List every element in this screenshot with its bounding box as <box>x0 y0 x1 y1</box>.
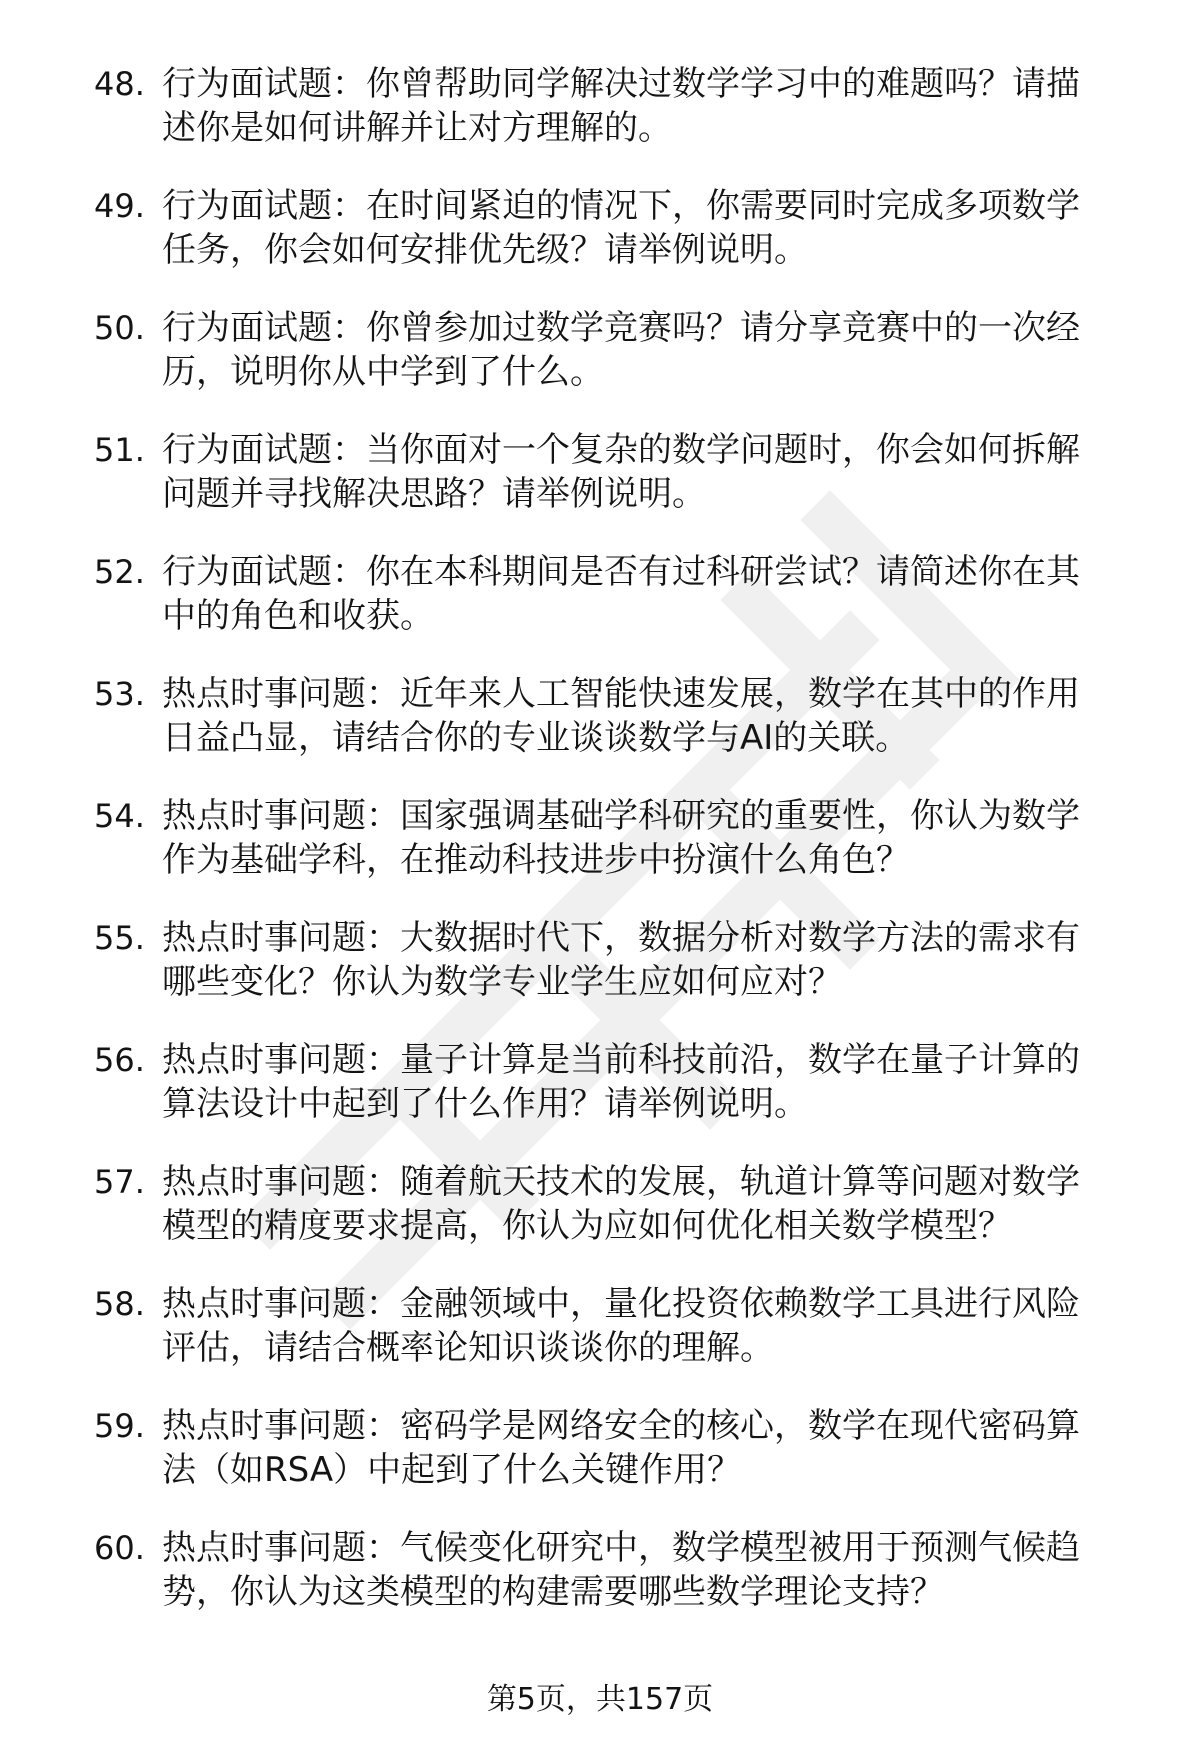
question-text: 热点时事问题：金融领域中，量化投资依赖数学工具进行风险评估，请结合概率论知识谈谈你的理解。 <box>162 1284 1080 1368</box>
question-number: 50. <box>94 309 145 347</box>
list-item <box>0 418 1200 540</box>
page-footer: 第5页，共157页 <box>486 1682 714 1717</box>
question-text: 热点时事问题：量子计算是当前科技前沿，数学在量子计算的算法设计中起到了什么作用？请举例说明。 <box>162 1040 1080 1124</box>
question-number: 58. <box>94 1285 145 1323</box>
question-list <box>0 52 1200 1638</box>
question-number: 52. <box>94 553 145 591</box>
list-item <box>0 1028 1200 1150</box>
question-text: 热点时事问题：气候变化研究中，数学模型被用于预测气候趋势，你认为这类模型的构建需要哪些数学理论支持？ <box>162 1528 1080 1612</box>
question-number: 59. <box>94 1407 145 1445</box>
list-item <box>0 1516 1200 1638</box>
list-item <box>0 540 1200 662</box>
question-text: 行为面试题：你曾帮助同学解决过数学学习中的难题吗？请描述你是如何讲解并让对方理解的。 <box>162 64 1080 148</box>
question-text: 行为面试题：你曾参加过数学竞赛吗？请分享竞赛中的一次经历，说明你从中学到了什么。 <box>162 308 1080 392</box>
question-number: 54. <box>94 797 145 835</box>
question-number: 49. <box>94 187 145 225</box>
list-item <box>0 174 1200 296</box>
question-text: 热点时事问题：近年来人工智能快速发展，数学在其中的作用日益凸显，请结合你的专业谈谈数学与AI的关联。 <box>162 674 1080 758</box>
list-item <box>0 906 1200 1028</box>
question-number: 57. <box>94 1163 145 1201</box>
question-text: 热点时事问题：随着航天技术的发展，轨道计算等问题对数学模型的精度要求提高，你认为应如何优化相关数学模型？ <box>162 1162 1080 1246</box>
question-text: 行为面试题：你在本科期间是否有过科研尝试？请简述你在其中的角色和收获。 <box>162 552 1080 636</box>
question-text: 行为面试题：在时间紧迫的情况下，你需要同时完成多项数学任务，你会如何安排优先级？请举例说明。 <box>162 186 1080 270</box>
list-item <box>0 1272 1200 1394</box>
question-text: 行为面试题：当你面对一个复杂的数学问题时，你会如何拆解问题并寻找解决思路？请举例说明。 <box>162 430 1080 514</box>
list-item <box>0 52 1200 174</box>
question-text: 热点时事问题：大数据时代下，数据分析对数学方法的需求有哪些变化？你认为数学专业学生应如何应对？ <box>162 918 1080 1002</box>
list-item <box>0 1150 1200 1272</box>
question-number: 51. <box>94 431 145 469</box>
question-number: 53. <box>94 675 145 713</box>
list-item <box>0 662 1200 784</box>
list-item <box>0 296 1200 418</box>
question-text: 热点时事问题：密码学是网络安全的核心，数学在现代密码算法（如RSA）中起到了什么关键作用？ <box>162 1406 1080 1490</box>
question-text: 热点时事问题：国家强调基础学科研究的重要性，你认为数学作为基础学科，在推动科技进步中扮演什么角色？ <box>162 796 1080 880</box>
question-number: 60. <box>94 1529 145 1567</box>
list-item <box>0 1394 1200 1516</box>
list-item <box>0 784 1200 906</box>
question-number: 56. <box>94 1041 145 1079</box>
question-number: 55. <box>94 919 145 957</box>
question-number: 48. <box>94 65 145 103</box>
